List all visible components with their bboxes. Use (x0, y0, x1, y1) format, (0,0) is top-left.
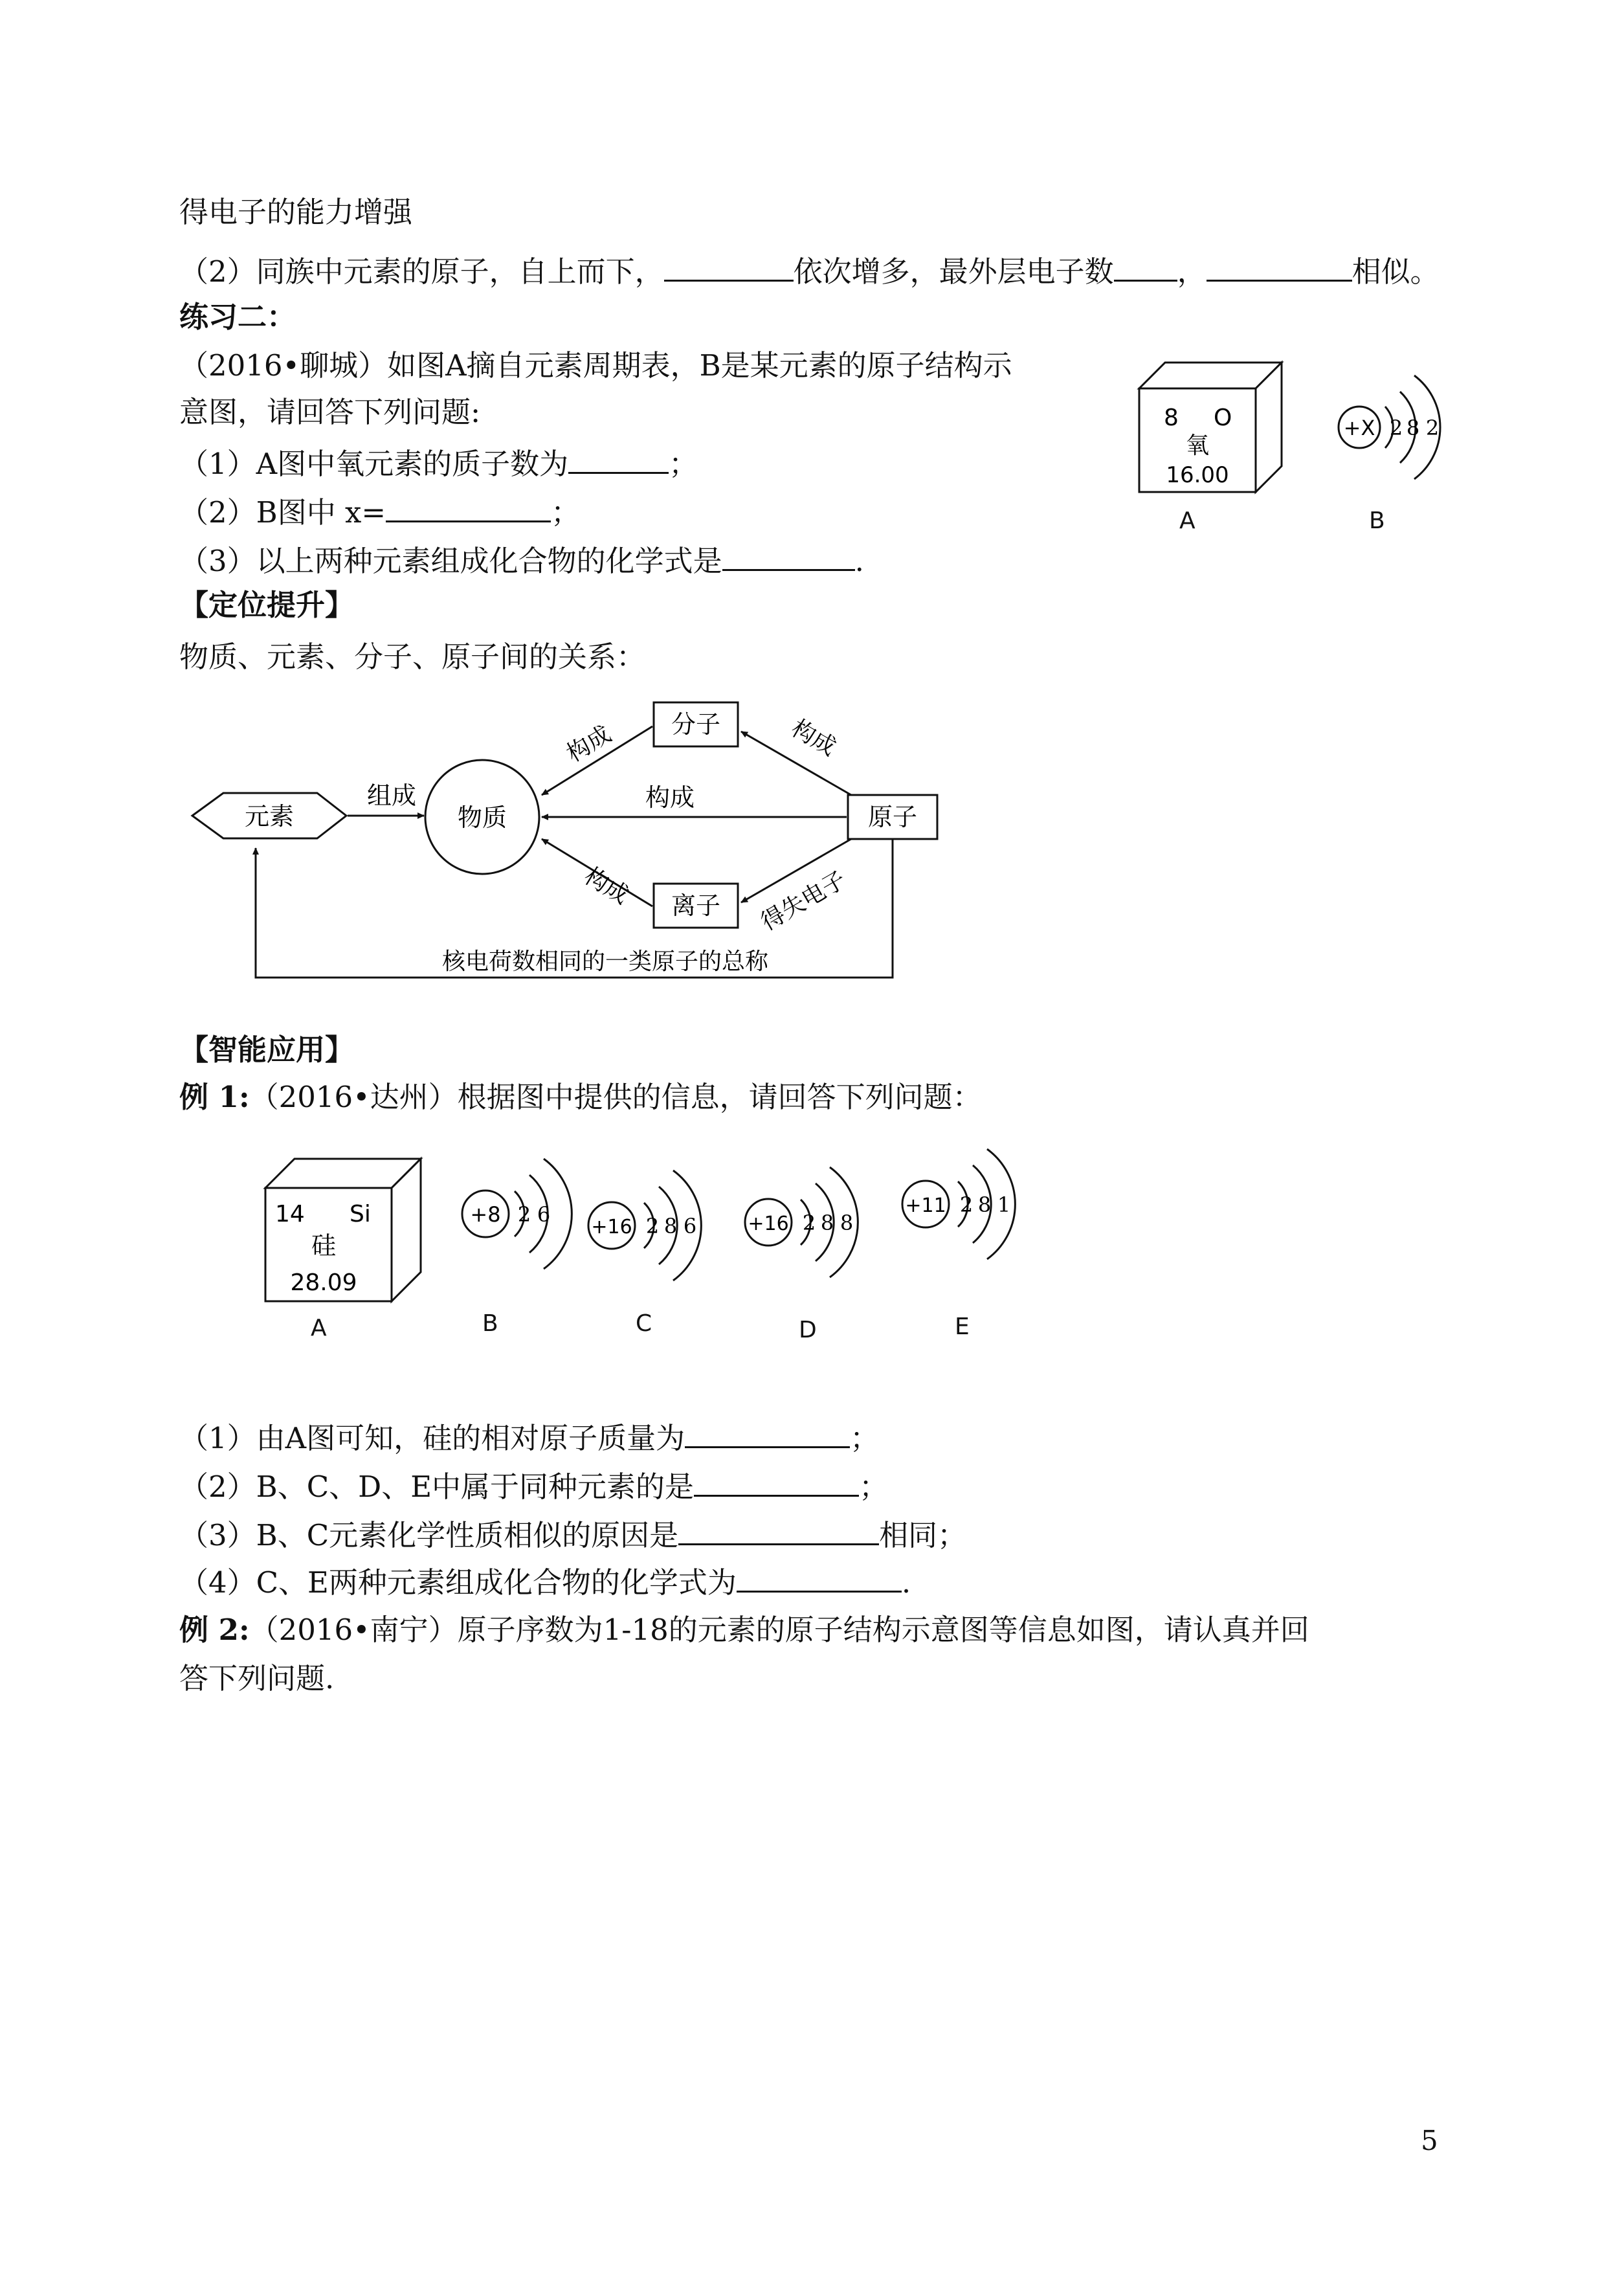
answer-blank[interactable] (664, 251, 794, 282)
figure-caption: C (636, 1310, 652, 1337)
shell-electrons: 2 (1389, 416, 1403, 440)
question-end: 相同； (879, 1518, 967, 1552)
element-name: 氧 (1185, 432, 1210, 459)
relation-intro: 物质、元素、分子、原子间的关系： (179, 640, 646, 674)
example1-question-1 (179, 1418, 879, 1458)
ion-label: 离子 (671, 891, 721, 920)
molecule-label: 分子 (671, 710, 721, 739)
example-label: 例 1: (179, 1080, 250, 1114)
atom-structure-diagram (896, 1130, 1045, 1279)
answer-blank[interactable] (694, 1466, 859, 1497)
example1-question-4 (179, 1562, 911, 1602)
practice2-question-1 (179, 443, 698, 484)
example1-question-3 (179, 1515, 966, 1555)
answer-blank[interactable] (685, 1418, 850, 1448)
section-heading-practice-2: 练习二： (179, 300, 296, 334)
answer-blank[interactable] (678, 1515, 879, 1545)
atomic-mass: 16.00 (1166, 462, 1229, 488)
constitute-label: 构成 (562, 721, 616, 768)
shell-electrons: 2 (1425, 416, 1440, 440)
question-end: ； (850, 1421, 880, 1455)
section-heading-position: 【定位提升】 (179, 588, 355, 622)
practice2-intro: （2016•聊城）如图A摘自元素周期表，B是某元素的原子结构示 (179, 348, 1012, 383)
question-text: （2）B图中 x= (179, 495, 386, 530)
shell-electrons: 6 (537, 1202, 551, 1227)
constitute-label: 构成 (645, 783, 695, 812)
question-text: 相似。 (1351, 254, 1440, 289)
question-end: ； (669, 447, 698, 481)
example-2-prompt (179, 1611, 1309, 1650)
element-symbol: Si (350, 1201, 371, 1227)
matter-label: 物质 (457, 803, 507, 832)
practice2-intro: 意图，请回答下列问题: (179, 395, 481, 429)
question-end: ； (859, 1470, 889, 1504)
example-label: 例 2: (179, 1613, 250, 1647)
nucleus-charge: +16 (591, 1216, 632, 1238)
figure-caption: A (1179, 508, 1196, 534)
nucleus-charge: +11 (905, 1194, 946, 1217)
section-heading-smart-application: 【智能应用】 (179, 1033, 355, 1067)
text-line: 得电子的能力增强 (179, 195, 413, 229)
constitute-label: 构成 (786, 715, 841, 761)
question-end: ； (551, 495, 581, 530)
shell-electrons: 8 (840, 1211, 854, 1235)
practice2-question-3 (179, 541, 864, 581)
question-text: （3）以上两种元素组成化合物的化学式是 (179, 544, 722, 578)
element-symbol: O (1214, 405, 1232, 431)
compose-label: 组成 (367, 781, 417, 810)
atom-structure-diagram (453, 1139, 602, 1288)
element-label: 元素 (244, 802, 295, 831)
nucleus-charge: +X (1343, 416, 1375, 440)
figure-caption: E (955, 1314, 970, 1340)
relation-diagram (184, 686, 942, 997)
question-text: （2）同族中元素的原子，自上而下， (179, 254, 664, 289)
question-text: （4）C、E两种元素组成化合物的化学式为 (179, 1565, 737, 1600)
question-end: . (901, 1565, 911, 1600)
figure-caption: B (1369, 508, 1385, 534)
question-text: （1）由A图可知，硅的相对原子质量为 (179, 1421, 685, 1455)
practice2-question-2 (179, 492, 580, 532)
question-text: （1）A图中氧元素的质子数为 (179, 447, 569, 481)
shell-electrons: 8 (977, 1192, 992, 1217)
element-name: 硅 (311, 1231, 337, 1260)
shell-electrons: 2 (959, 1192, 973, 1217)
example-text: （2016•达州）根据图中提供的信息，请回答下列问题： (249, 1080, 982, 1114)
shell-electrons: 1 (997, 1192, 1011, 1217)
page-number: 5 (1421, 2125, 1438, 2156)
example-1-prompt (179, 1078, 982, 1117)
atomic-number: 8 (1164, 405, 1179, 431)
atom-structure-diagram (583, 1143, 731, 1292)
atom-structure-diagram (739, 1139, 888, 1288)
atomic-mass: 28.09 (290, 1270, 357, 1296)
figure-caption: D (799, 1317, 817, 1343)
example1-question-2 (179, 1466, 888, 1506)
shell-electrons: 2 (802, 1211, 816, 1235)
answer-blank[interactable] (1114, 251, 1177, 282)
gain-lose-electrons-label: 得失电子 (757, 866, 851, 936)
figure-caption: A (311, 1315, 327, 1341)
question-text: （2）B、C、D、E中属于同种元素的是 (179, 1470, 695, 1504)
atomic-number: 14 (275, 1201, 305, 1227)
shell-electrons: 2 (517, 1202, 531, 1227)
nucleus-charge: +16 (748, 1213, 789, 1235)
question-text: （3）B、C元素化学性质相似的原因是 (179, 1518, 679, 1552)
shell-electrons: 2 (645, 1214, 660, 1238)
shell-electrons: 8 (1406, 416, 1420, 440)
atom-structure-diagram (1330, 356, 1466, 492)
example-2-prompt-continued: 答下列问题. (179, 1661, 335, 1695)
oxygen-element-cell (1126, 353, 1295, 502)
shell-electrons: 8 (663, 1214, 678, 1238)
example-text: （2016•南宁）原子序数为1-18的元素的原子结构示意图等信息如图，请认真并回 (249, 1613, 1309, 1647)
question-text: ， (1177, 254, 1207, 289)
shell-electrons: 8 (820, 1211, 834, 1235)
answer-blank[interactable] (386, 492, 551, 522)
question-2 (179, 251, 1440, 291)
shell-electrons: 6 (683, 1214, 697, 1238)
answer-blank[interactable] (1207, 251, 1352, 282)
silicon-element-cell (256, 1149, 430, 1311)
answer-blank[interactable] (568, 443, 669, 474)
question-end: . (854, 544, 864, 578)
definition-label: 核电荷数相同的一类原子的总称 (441, 948, 769, 975)
answer-blank[interactable] (722, 541, 855, 571)
answer-blank[interactable] (737, 1562, 902, 1593)
constitute-label: 构成 (579, 862, 634, 910)
figure-caption: B (482, 1310, 498, 1337)
nucleus-charge: +8 (470, 1202, 501, 1227)
question-text: 依次增多，最外层电子数 (793, 254, 1114, 289)
atom-label: 原子 (867, 803, 918, 831)
